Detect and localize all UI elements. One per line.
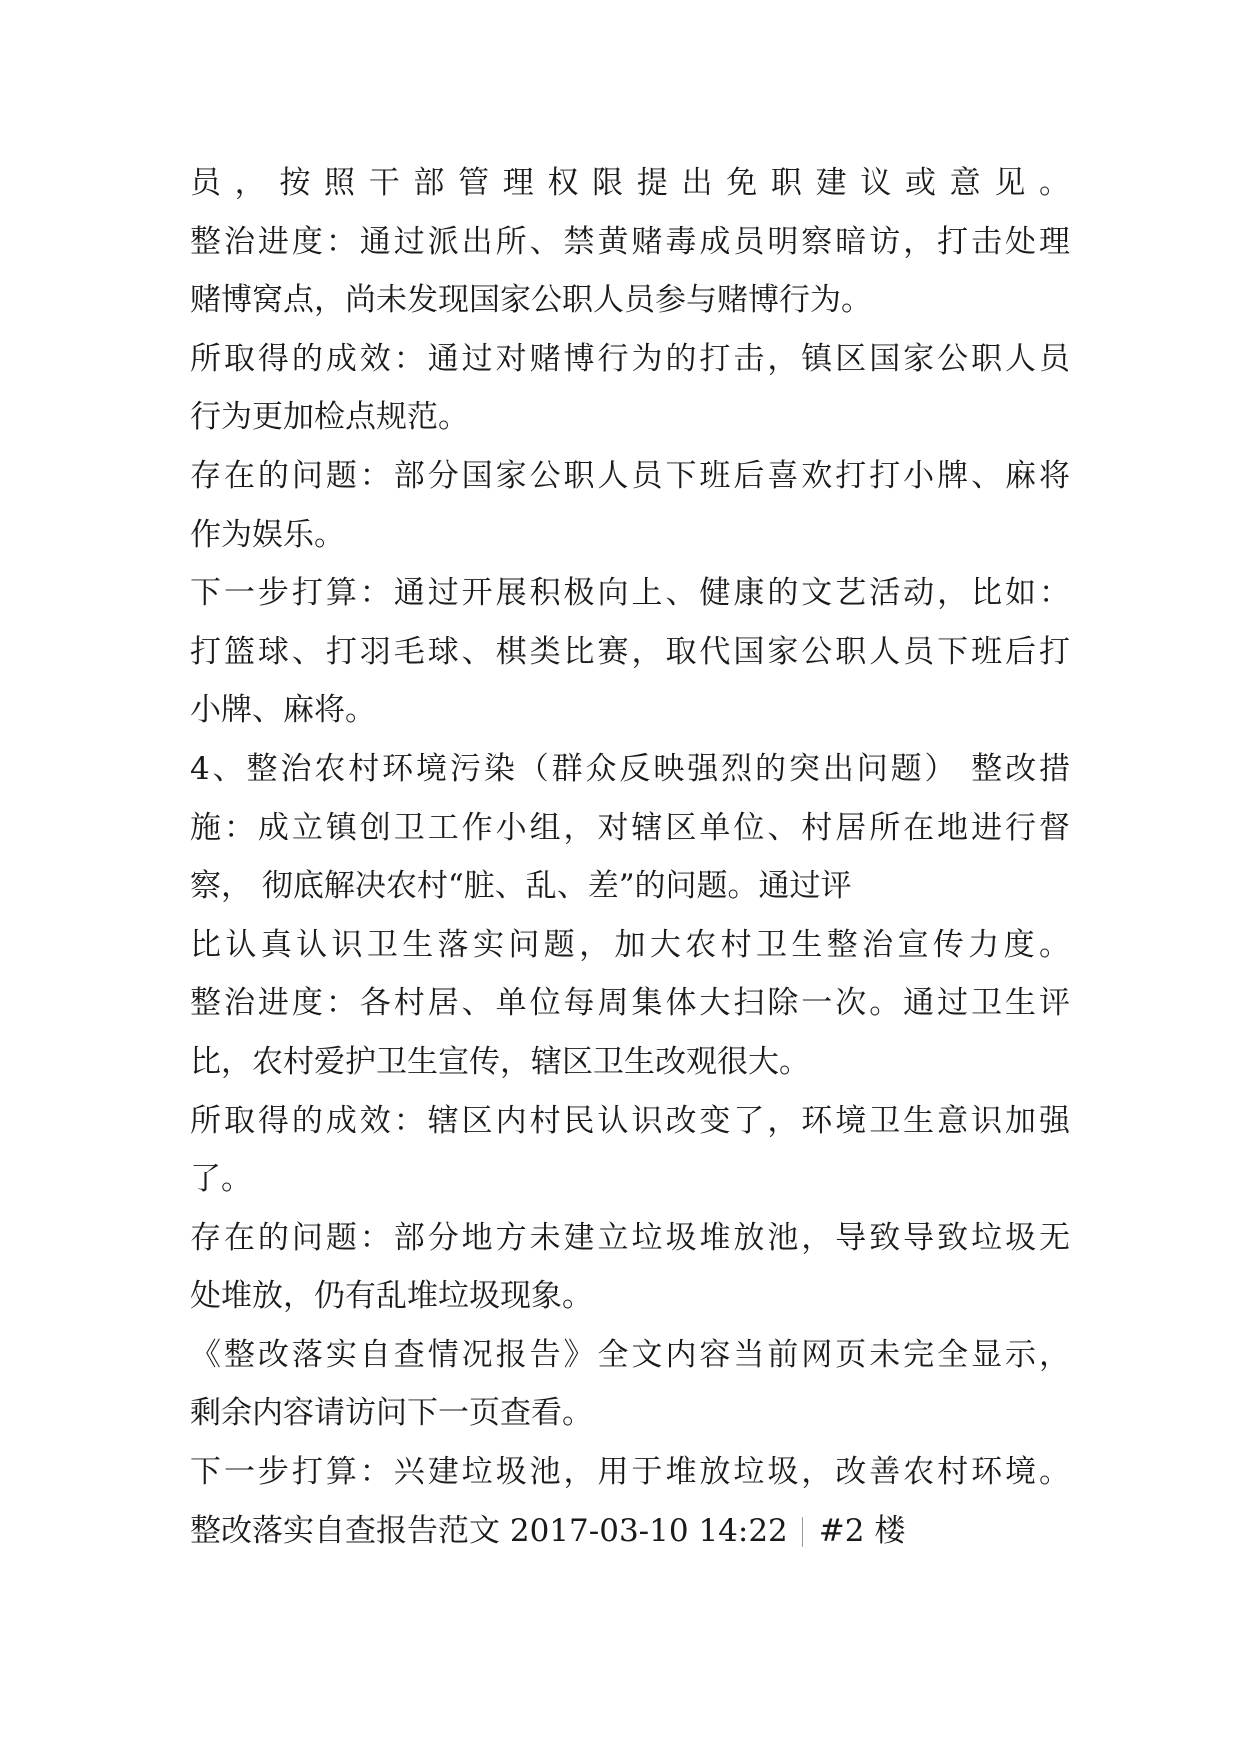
text-line: 存在的问题：部分地方未建立垃圾堆放池，导致导致垃圾无 — [190, 1219, 1070, 1256]
text-line: 整治进度：各村居、单位每周集体大扫除一次。通过卫生评 — [190, 985, 1070, 1022]
text-line: 小牌、麻将。 — [190, 692, 376, 729]
text-line: 作为娱乐。 — [190, 516, 345, 553]
text-line: 察， 彻底解决农村“脏、乱、差”的问题。通过评 — [190, 868, 852, 905]
text-line: 打篮球、打羽毛球、棋类比赛，取代国家公职人员下班后打 — [190, 633, 1070, 670]
text-line: 了。 — [190, 1161, 252, 1198]
post-datetime: 2017-03-10 14:22 — [509, 1512, 788, 1549]
text-line: 比认真认识卫生落实问题，加大农村卫生整治宣传力度。 — [190, 926, 1070, 963]
text-line: 赌博窝点，尚未发现国家公职人员参与赌博行为。 — [190, 282, 872, 319]
document-body — [190, 154, 1070, 1560]
text-line: 所取得的成效：辖区内村民认识改变了，环境卫生意识加强 — [190, 1102, 1070, 1139]
text-line: 整治进度：通过派出所、禁黄赌毒成员明察暗访，打击处理 — [190, 223, 1070, 260]
text-line: 施：成立镇创卫工作小组，对辖区单位、村居所在地进行督 — [190, 809, 1070, 846]
text-line: 比，农村爱护卫生宣传，辖区卫生改观很大。 — [190, 1043, 810, 1080]
continuation-notice-line: 剩余内容请访问下一页查看。 — [190, 1395, 593, 1432]
text-line: 所取得的成效：通过对赌博行为的打击，镇区国家公职人员 — [190, 340, 1070, 377]
text-line: 行为更加检点规范。 — [190, 399, 469, 436]
text-line: 下一步打算：通过开展积极向上、健康的文艺活动，比如： — [190, 575, 1070, 612]
text-line: 处堆放，仍有乱堆垃圾现象。 — [190, 1278, 593, 1315]
post-footer — [190, 1502, 1070, 1561]
separator-divider — [802, 1517, 803, 1547]
floor-number: #2 楼 — [818, 1512, 906, 1549]
continuation-notice-line: 《整改落实自查情况报告》全文内容当前网页未完全显示， — [190, 1336, 1070, 1373]
text-line: 员，按照干部管理权限提出免职建议或意见。 — [190, 165, 1070, 201]
post-title: 整改落实自查报告范文 — [190, 1512, 500, 1549]
text-line: 下一步打算：兴建垃圾池，用于堆放垃圾，改善农村环境。 — [190, 1454, 1070, 1491]
text-line: 4、整治农村环境污染（群众反映强烈的突出问题） 整改措 — [190, 750, 1070, 787]
text-line: 存在的问题：部分国家公职人员下班后喜欢打打小牌、麻将 — [190, 457, 1070, 494]
